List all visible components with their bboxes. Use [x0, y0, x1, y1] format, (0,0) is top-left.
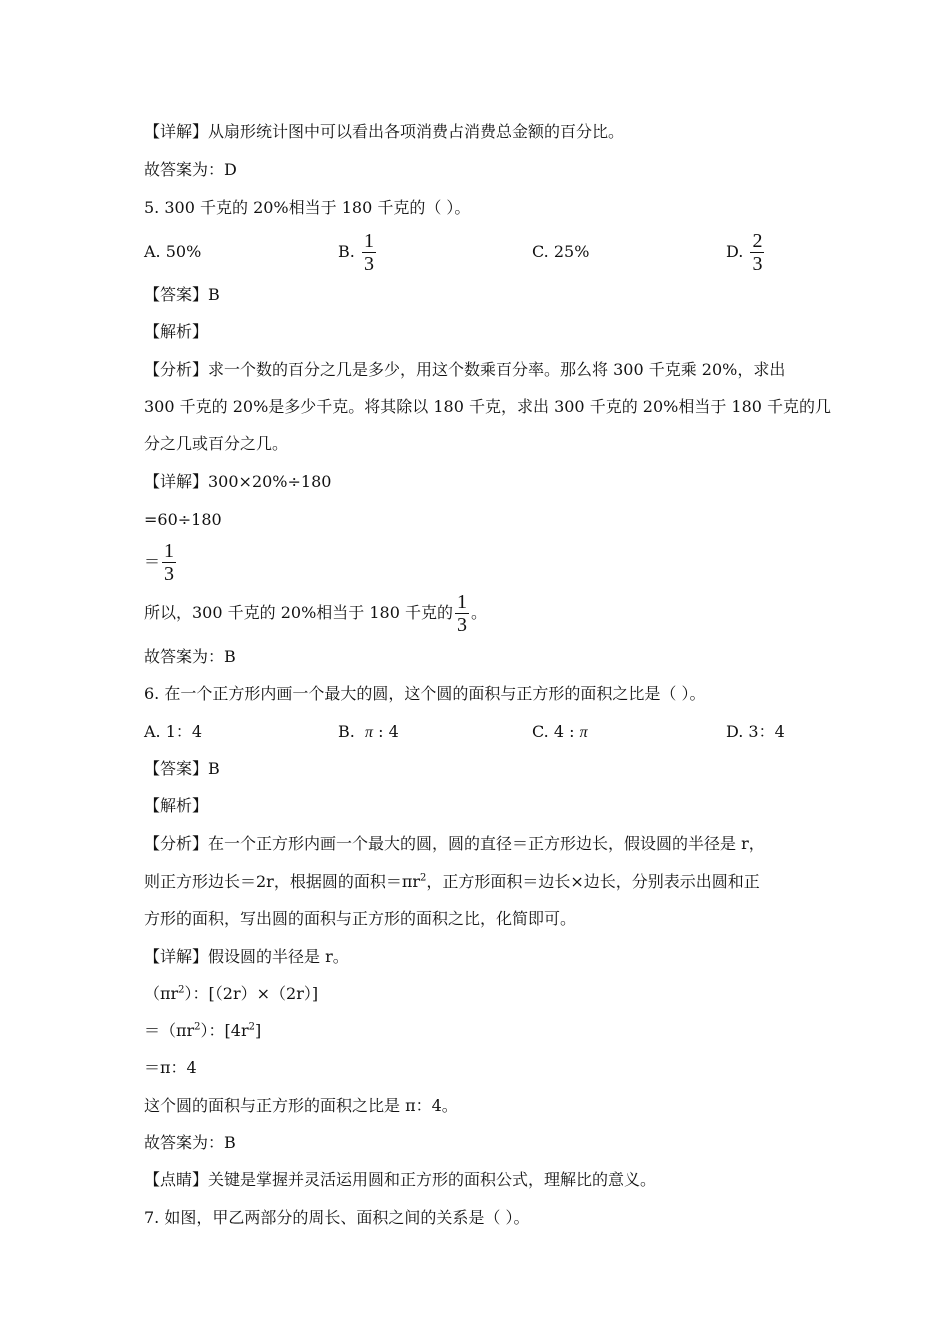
fraction: $\frac{1}{3}$	[457, 591, 467, 636]
final-answer-q6: 故答案为：B	[144, 1133, 236, 1152]
final-answer-q5: 故答案为：B	[144, 647, 236, 666]
calc-step: ＝π：4	[144, 1058, 197, 1077]
q5-option-a: A. 50%	[144, 242, 202, 261]
q6-option-b: B. π : 4	[338, 722, 399, 741]
question-7-stem: 7. 如图，甲乙两部分的周长、面积之间的关系是（ ）。	[144, 1208, 530, 1227]
calc-step: $(\pi r^2)$：[（2r）×（2r）]	[144, 984, 319, 1003]
analysis-text-q6: 【分析】在一个正方形内画一个最大的圆，圆的直径＝正方形边长，假设圆的半径是 r，	[144, 834, 765, 853]
conclusion-q5: 所以，300 千克的 20%相当于 180 千克的 $\frac{1}{3}$ 。	[144, 591, 488, 636]
fraction: $\frac{1}{3}$	[363, 230, 374, 275]
analysis-text-q6: 则正方形边长＝2r，根据圆的面积$=\pi r^2$，正方形面积＝边长×边长，分别表示出圆和正	[144, 872, 760, 891]
q6-option-d: D. 3：4	[726, 722, 785, 741]
analysis-text-q6: 方形的面积，写出圆的面积与正方形的面积之比，化简即可。	[144, 909, 577, 928]
q6-option-a: A. 1：4	[144, 722, 203, 741]
q5-option-d: D. $\frac{2}{3}$	[726, 230, 763, 275]
conclusion-q6: 这个圆的面积与正方形的面积之比是 π：4。	[144, 1096, 458, 1115]
analysis-text-q5: 300 千克的 20%是多少千克。将其除以 180 千克，求出 300 千克的 20%相当于 180 千克的几	[144, 397, 832, 416]
calc-step-fraction: ＝ $\frac{1}{3}$	[144, 540, 175, 585]
detail-line-q6: 【详解】假设圆的半径是 r。	[144, 947, 349, 966]
fraction: $\frac{2}{3}$	[752, 230, 763, 275]
analysis-heading-q6: 【解析】	[144, 796, 209, 815]
answer-label-q5: 【答案】B	[144, 285, 220, 304]
analysis-heading-q5: 【解析】	[144, 322, 209, 341]
fraction: $\frac{1}{3}$	[164, 540, 175, 585]
q6-option-c: C. 4 : π	[532, 722, 588, 741]
q5-option-b: B. $\frac{1}{3}$	[338, 230, 374, 275]
question-6-stem: 6. 在一个正方形内画一个最大的圆，这个圆的面积与正方形的面积之比是（ ）。	[144, 684, 706, 703]
answer-label-q6: 【答案】B	[144, 759, 220, 778]
question-5-stem: 5. 300 千克的 20%相当于 180 千克的（ ）。	[144, 198, 471, 217]
calc-step: $=(\pi r^2)$：$[4r^2]$	[144, 1021, 262, 1040]
calc-step: =60÷180	[144, 510, 222, 529]
key-point-q6: 【点睛】关键是掌握并灵活运用圆和正方形的面积公式，理解比的意义。	[144, 1170, 657, 1189]
detail-line-q5: 【详解】300×20%÷180	[144, 472, 332, 491]
analysis-text-q5: 【分析】求一个数的百分之几是多少，用这个数乘百分率。那么将 300 千克乘 20%，求出	[144, 360, 786, 379]
analysis-text-q5: 分之几或百分之几。	[144, 434, 289, 453]
final-answer-q4: 故答案为：D	[144, 160, 237, 179]
q5-option-c: C. 25%	[532, 242, 590, 261]
detail-line-q4: 【详解】从扇形统计图中可以看出各项消费占消费总金额的百分比。	[144, 122, 625, 141]
